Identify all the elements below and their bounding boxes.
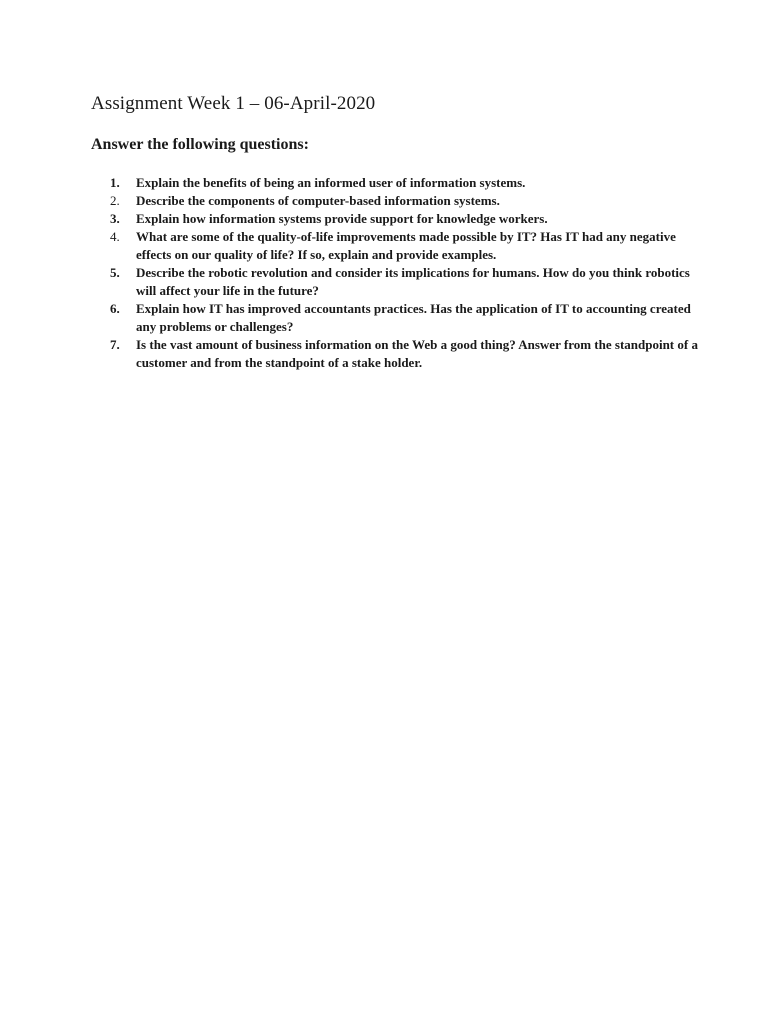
question-text: Describe the robotic revolution and consider its implications for humans. How do you think robotics will affect your life in the future? [136, 265, 690, 298]
question-number: 2. [110, 193, 120, 208]
question-text: Explain how information systems provide support for knowledge workers. [136, 211, 548, 226]
list-item [106, 336, 706, 372]
question-number: 3. [110, 211, 120, 226]
question-number: 6. [110, 301, 120, 316]
question-list [106, 174, 706, 372]
list-item [106, 300, 706, 336]
instructions-heading: Answer the following questions: [91, 136, 309, 153]
list-item [106, 228, 706, 264]
question-number: 5. [110, 265, 120, 280]
list-item [106, 174, 706, 192]
list-item [106, 264, 706, 300]
question-text: Describe the components of computer-based information systems. [136, 193, 500, 208]
question-number: 4. [110, 229, 120, 244]
question-text: Explain the benefits of being an informed user of information systems. [136, 175, 526, 190]
list-item [106, 192, 706, 210]
page-title: Assignment Week 1 – 06-April-2020 [91, 93, 376, 114]
question-text: What are some of the quality-of-life improvements made possible by IT? Has IT had any negative effects on our quality of life? If so, explain and provide examples. [136, 229, 676, 262]
question-number: 7. [110, 337, 120, 352]
question-number: 1. [110, 175, 120, 190]
question-text: Is the vast amount of business information on the Web a good thing? Answer from the standpoint of a customer and from the standpoint of a stake holder. [136, 337, 698, 370]
list-item [106, 210, 706, 228]
question-text: Explain how IT has improved accountants practices. Has the application of IT to accounting created any problems or challenges? [136, 301, 691, 334]
